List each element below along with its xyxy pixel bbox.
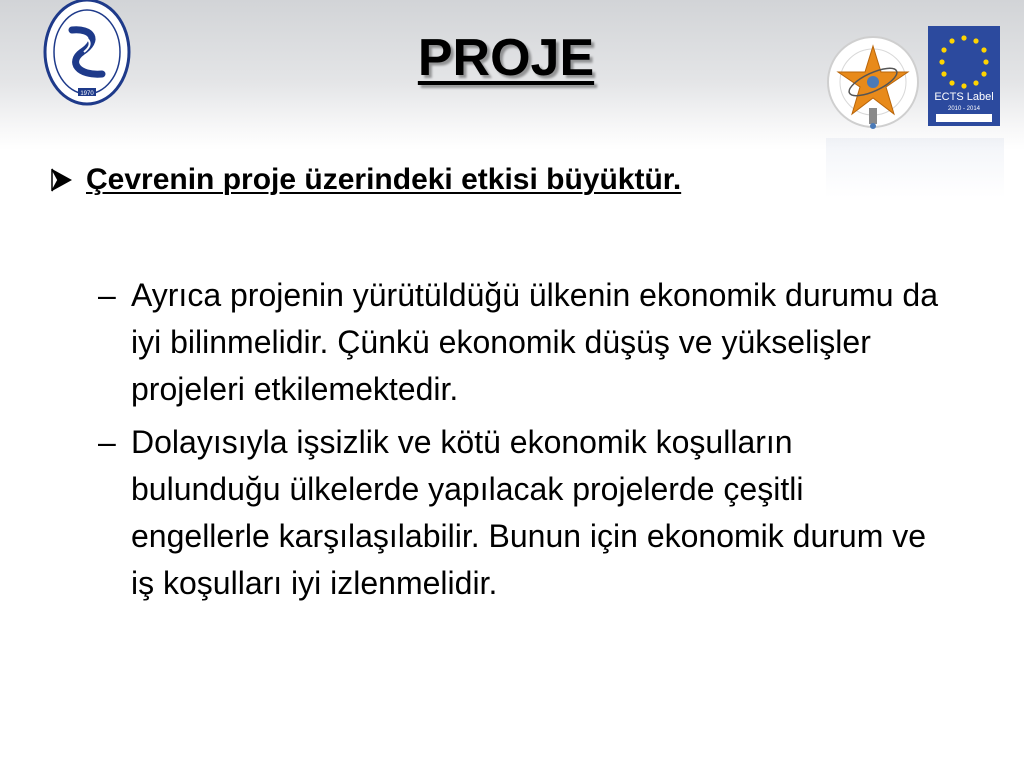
dash-marker: – [98, 277, 116, 313]
main-point-text: Çevrenin proje üzerindeki etkisi büyüktür. [86, 163, 682, 196]
ects-label-logo [928, 26, 1000, 126]
list-item [98, 272, 948, 413]
main-bullet-point [50, 163, 681, 197]
logo-reflection [826, 138, 1004, 198]
sub-item-list [98, 272, 948, 613]
slide-title: PROJE [417, 29, 595, 87]
sub-item-text: Ayrıca projenin yürütüldüğü ülkenin ekonomik durumu da iyi bilinmelidir. Çünkü ekonomik düşüş ve yükselişler projeleri etkilemektedir. [131, 277, 938, 407]
dash-marker: – [98, 424, 116, 460]
svg-text:1970: 1970 [80, 91, 94, 97]
list-item [98, 419, 948, 607]
arrow-bullet-icon [50, 167, 74, 193]
sub-item-text: Dolayısıyla işsizlik ve kötü ekonomik koşulların bulunduğu ülkelerde yapılacak projelerde çeşitli engellerle karşılaşılabilir. Bunun için ekonomik durum ve iş koşulları iyi izlenmelidir. [131, 424, 927, 601]
ects-label-years: 2010 - 2014 [947, 106, 981, 112]
quality-award-logo [826, 24, 920, 142]
ects-label-title: ECTS Label [934, 91, 994, 103]
